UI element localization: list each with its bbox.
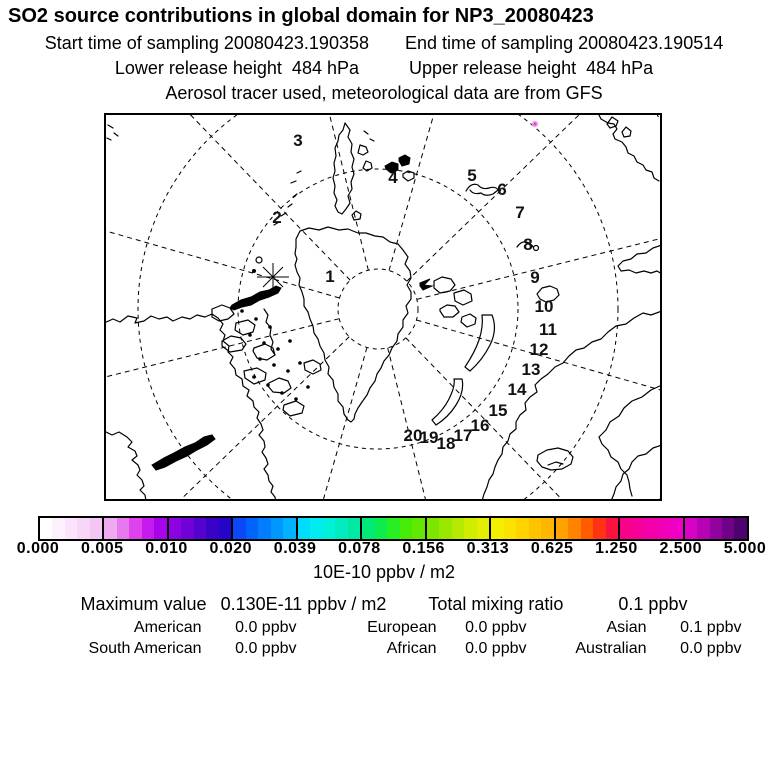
colorbar-cell	[722, 518, 734, 539]
colorbar-cell	[658, 518, 670, 539]
colorbar	[38, 516, 749, 541]
colorbar-cell	[129, 518, 141, 539]
region-value: 0.0 ppbv	[465, 619, 527, 636]
colorbar-tick-label: 0.156	[402, 540, 445, 557]
colorbar-cell	[529, 518, 541, 539]
colorbar-cell	[568, 518, 580, 539]
colorbar-segment	[104, 518, 168, 539]
colorbar-cell	[387, 518, 399, 539]
colorbar-segment	[362, 518, 426, 539]
total-mixing-ratio-value: 0.1 ppbv	[618, 594, 688, 614]
colorbar-cell	[541, 518, 553, 539]
latitude-circle	[104, 113, 662, 501]
meridian-line	[104, 113, 350, 280]
colorbar-cell	[194, 518, 206, 539]
trajectory-number: 13	[521, 360, 541, 379]
colorbar-cell	[645, 518, 657, 539]
trajectory-number: 17	[453, 426, 473, 445]
trajectory-number: 20	[403, 426, 423, 445]
tracer-note-text: Aerosol tracer used, meteorological data are from GFS	[165, 83, 603, 103]
region-name: Asian	[606, 619, 647, 636]
colorbar-cell	[362, 518, 374, 539]
meridian-line	[264, 113, 368, 270]
colorbar-cell	[491, 518, 503, 539]
colorbar-cell	[734, 518, 746, 539]
colorbar-cell	[412, 518, 424, 539]
colorbar-segment	[40, 518, 104, 539]
colorbar-cell	[90, 518, 102, 539]
region-name: South American	[88, 640, 202, 657]
trajectory-number: 8	[523, 235, 533, 254]
stats-row-regions-2	[27, 640, 742, 658]
trajectory-number: 1	[325, 267, 335, 286]
colorbar-cell	[710, 518, 722, 539]
colorbar-cell	[593, 518, 605, 539]
start-time-text: Start time of sampling 20080423.190358	[44, 33, 369, 53]
region-name: Australian	[575, 640, 647, 657]
colorbar-cell	[685, 518, 697, 539]
colorbar-cell	[348, 518, 360, 539]
colorbar-cell	[142, 518, 154, 539]
plume-dot-circle	[533, 122, 536, 125]
colorbar-tick-label: 0.625	[530, 540, 574, 557]
colorbar-cell	[581, 518, 593, 539]
colorbar-cell	[323, 518, 335, 539]
polar-map-frame	[104, 113, 662, 501]
colorbar-tick-label: 0.313	[466, 540, 510, 557]
stats-row-max	[0, 594, 768, 615]
colorbar-tick-label: 0.039	[273, 540, 317, 557]
trajectory-number: 12	[529, 340, 549, 359]
trajectory-number: 3	[293, 131, 303, 150]
trajectory-number: 4	[388, 168, 398, 187]
colorbar-cell	[670, 518, 682, 539]
trajectory-number: 15	[488, 401, 508, 420]
colorbar-cell	[181, 518, 193, 539]
upper-release-text: Upper release height 484 hPa	[409, 58, 654, 78]
region-value: 0.0 ppbv	[235, 619, 297, 636]
colorbar-cell	[439, 518, 451, 539]
colorbar-cell	[246, 518, 258, 539]
stats-row-regions-1	[27, 619, 742, 637]
polar-map-svg	[104, 113, 662, 501]
meridian-line	[104, 337, 349, 501]
region-value: 0.0 ppbv	[235, 640, 297, 657]
colorbar-cell	[169, 518, 181, 539]
lower-release-text: Lower release height 484 hPa	[114, 58, 359, 78]
colorbar-tick-label: 0.005	[80, 540, 124, 557]
colorbar-cell	[335, 518, 347, 539]
end-time-text: End time of sampling 20080423.190514	[405, 33, 724, 53]
colorbar-cell	[40, 518, 52, 539]
max-value-label: Maximum value	[80, 594, 207, 614]
colorbar-cell	[400, 518, 412, 539]
colorbar-cell	[464, 518, 476, 539]
colorbar-segment	[427, 518, 491, 539]
meridian-line	[389, 113, 508, 271]
page-title: SO2 source contributions in global domain for NP3_20080423	[8, 5, 594, 27]
release-heights-line	[0, 58, 768, 79]
colorbar-tick-label: 0.020	[209, 540, 253, 557]
region-name: European	[367, 619, 437, 636]
colorbar-cell	[375, 518, 387, 539]
colorbar-cell	[697, 518, 709, 539]
colorbar-cell	[154, 518, 166, 539]
colorbar-tick-label: 5.000	[723, 540, 767, 557]
colorbar-cell	[52, 518, 64, 539]
trajectory-number: 9	[530, 268, 540, 287]
graticule	[104, 113, 662, 501]
colorbar-cell	[271, 518, 283, 539]
trajectory-number: 7	[515, 203, 525, 222]
trajectory-number: 16	[470, 416, 490, 435]
trajectory-number: 10	[534, 297, 554, 316]
colorbar-cell	[606, 518, 618, 539]
colorbar-segment	[556, 518, 620, 539]
region-value: 0.0 ppbv	[465, 640, 527, 657]
colorbar-cell	[117, 518, 129, 539]
total-mixing-ratio-label: Total mixing ratio	[428, 594, 564, 614]
colorbar-cell	[283, 518, 295, 539]
colorbar-cell	[556, 518, 568, 539]
trajectory-number: 18	[436, 434, 456, 453]
sampling-times-line	[0, 33, 768, 54]
max-value: 0.130E-11 ppbv / m2	[220, 594, 387, 614]
colorbar-cell	[427, 518, 439, 539]
latitude-circle	[338, 269, 418, 349]
colorbar-tick-label: 2.500	[659, 540, 702, 557]
colorbar-cell	[258, 518, 270, 539]
colorbar-units: 10E-10 ppbv / m2	[312, 562, 456, 582]
colorbar-tick-label: 0.010	[145, 540, 188, 557]
map-border	[105, 114, 661, 500]
colorbar-cell	[477, 518, 489, 539]
colorbar-segment	[298, 518, 362, 539]
region-value: 0.0 ppbv	[680, 640, 742, 657]
trajectory-number: 2	[272, 208, 282, 227]
tracer-note-line	[0, 83, 768, 104]
region-name: African	[386, 640, 437, 657]
trajectory-number: 11	[539, 320, 557, 339]
trajectory-number: 6	[497, 180, 507, 199]
colorbar-segment	[491, 518, 555, 539]
colorbar-segment	[685, 518, 747, 539]
plume-dot	[532, 121, 538, 127]
colorbar-cell	[206, 518, 218, 539]
trajectory-number: 19	[419, 428, 439, 447]
colorbar-segment	[169, 518, 233, 539]
region-value: 0.1 ppbv	[680, 619, 742, 636]
coastlines	[104, 113, 662, 501]
colorbar-segment	[620, 518, 684, 539]
colorbar-cell	[298, 518, 310, 539]
colorbar-cell	[620, 518, 632, 539]
station-marker-star	[257, 263, 289, 291]
trajectory-number: 14	[507, 380, 527, 399]
colorbar-cell	[65, 518, 77, 539]
trajectory-number: 5	[467, 166, 477, 185]
colorbar-cell	[452, 518, 464, 539]
meridian-line	[407, 113, 662, 281]
meridian-line	[104, 179, 340, 298]
colorbar-cell	[104, 518, 116, 539]
colorbar-cell	[219, 518, 231, 539]
colorbar-segment	[233, 518, 297, 539]
colorbar-tick-label: 0.078	[338, 540, 381, 557]
colorbar-tick-label: 1.250	[595, 540, 638, 557]
colorbar-cell	[233, 518, 245, 539]
colorbar-cell	[77, 518, 89, 539]
colorbar-cell	[633, 518, 645, 539]
colorbar-tick-label: 0.000	[16, 540, 60, 557]
region-name: American	[133, 619, 202, 636]
colorbar-cell	[310, 518, 322, 539]
colorbar-cell	[516, 518, 528, 539]
colorbar-cell	[504, 518, 516, 539]
meridian-line	[248, 347, 367, 501]
